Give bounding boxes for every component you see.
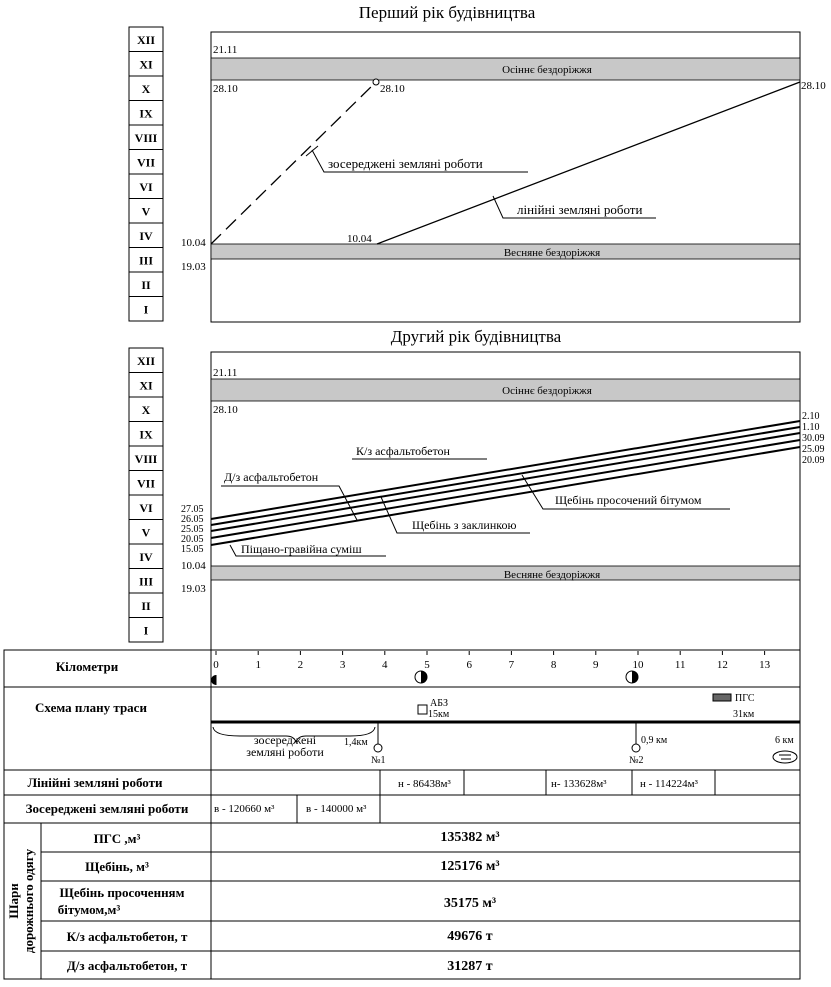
year2-end-date-3: 30.09 <box>802 433 825 444</box>
year2-date-autumn: 28.10 <box>213 404 238 416</box>
year1-date-spring-end: 10.04 <box>181 237 206 249</box>
year2-month-cell <box>129 446 163 471</box>
year2-month-scale <box>129 348 163 642</box>
year1-month-cell <box>129 297 163 322</box>
layer-name-bitumen-gravel-2: бітумом,м³ <box>57 902 121 917</box>
year1-month-label: VII <box>136 155 156 170</box>
year1-title: Перший рік будівництва <box>358 3 536 22</box>
layer-value-ks-asphalt: 49676 т <box>447 929 493 944</box>
year2-autumn-band-label: Осіннє бездоріжжя <box>502 385 592 397</box>
year1-concentrated-label: зосереджені земляні роботи <box>328 156 483 171</box>
year2-month-cell <box>129 544 163 569</box>
km-tick-label: 5 <box>424 659 430 671</box>
year2-date-spring-end: 10.04 <box>181 560 206 572</box>
year1-month-label: IX <box>139 106 153 121</box>
year2-month-label: VII <box>136 476 156 491</box>
year2-month-label: X <box>141 402 151 417</box>
km-tick-label: 10 <box>632 659 644 671</box>
layer-value-gravel: 125176 м³ <box>440 859 500 874</box>
pgs-distance: 31км <box>733 709 755 720</box>
km-tick-label: 13 <box>759 659 771 671</box>
year1-month-label: I <box>143 302 149 317</box>
year2-month-label: I <box>143 623 149 638</box>
km-tick-label: 9 <box>593 659 599 671</box>
layer-value-pgs: 135382 м³ <box>440 830 500 845</box>
pipe1-label: №1 <box>371 755 386 766</box>
year2-month-label: V <box>141 525 151 540</box>
year1-linear-end-date: 28.10 <box>801 80 826 92</box>
km-tick-label: 2 <box>297 659 304 671</box>
km-marker-5 <box>415 671 427 683</box>
year2-end-date-4: 25.09 <box>802 444 825 455</box>
route-row-label: Схема плану траси <box>35 700 147 715</box>
pipe2-label: №2 <box>629 755 644 766</box>
year1-linear-start-date: 10.04 <box>347 233 372 245</box>
year2-month-label: IX <box>139 427 153 442</box>
year1-month-cell <box>129 101 163 126</box>
year2-month-cell <box>129 422 163 447</box>
pipe2-icon <box>632 744 640 752</box>
year1-concentrated-end-date: 28.10 <box>380 83 405 95</box>
year1-concentrated-end-marker <box>373 79 379 85</box>
year1-date-top: 21.11 <box>213 44 238 56</box>
year1-month-cell <box>129 52 163 77</box>
year2-date-spring-start: 19.03 <box>181 583 206 595</box>
km-marker-10 <box>626 671 638 683</box>
layer-value-bitumen-gravel: 35175 м³ <box>443 896 497 911</box>
year1-date-autumn: 28.10 <box>213 83 238 95</box>
year2-month-cell <box>129 397 163 422</box>
km-tick-label: 4 <box>382 659 388 671</box>
year1-month-cell <box>129 76 163 101</box>
year1-month-scale <box>129 27 163 321</box>
concentrated-note-2: земляні роботи <box>246 745 324 759</box>
year1-month-cell <box>129 27 163 52</box>
year2-month-cell <box>129 520 163 545</box>
layer-name-ds-asphalt: Д/з асфальтобетон, т <box>66 958 188 973</box>
year1-month-label: XI <box>139 57 153 72</box>
km-tick-label: 12 <box>716 659 728 671</box>
year1-month-label: XII <box>136 32 156 47</box>
km-tick-label: 3 <box>339 659 346 671</box>
bitumen-gravel-label: Щебінь просочений бітумом <box>555 493 702 507</box>
year1-linear-label: лінійні земляні роботи <box>517 202 643 217</box>
abz-distance: 15км <box>428 709 450 720</box>
year2-month-label: VIII <box>134 451 158 466</box>
year2-end-date-5: 20.09 <box>802 455 825 466</box>
sand-gravel-label: Піщано-гравійна суміш <box>241 542 362 556</box>
km-tick-label: 11 <box>674 659 686 671</box>
year2-title: Другий рік будівництва <box>390 327 562 346</box>
km-scale <box>213 651 770 671</box>
layers-group-label: Шаридорожнього одягу <box>6 848 36 954</box>
linear-cell-1: н - 86438м³ <box>398 778 451 790</box>
year1-month-label: VIII <box>134 130 158 145</box>
year1-month-label: V <box>141 204 151 219</box>
end-distance: 6 км <box>775 735 794 746</box>
year2-month-cell <box>129 593 163 618</box>
km-tick-label: 6 <box>466 659 472 671</box>
year2-month-label: XI <box>139 378 153 393</box>
concentrated-cell-1: в - 120660 м³ <box>214 803 275 815</box>
km-marker-0 <box>211 675 216 685</box>
year2-month-label: IV <box>139 549 153 564</box>
layer-name-bitumen-gravel-1: Щебінь просоченням <box>59 885 185 900</box>
ds-asphalt-label: Д/з асфальтобетон <box>224 470 319 484</box>
km-row-label: Кілометри <box>55 659 119 674</box>
pgs-icon <box>713 694 731 701</box>
linear-works-label: Лінійні земляні роботи <box>27 775 163 790</box>
year2-start-date-4: 20.05 <box>181 534 204 545</box>
km-tick-label: 8 <box>550 659 557 671</box>
layer-name-ks-asphalt: К/з асфальтобетон, т <box>66 929 188 944</box>
year1-spring-band-label: Весняне бездоріжжя <box>503 247 601 259</box>
km-tick-label: 1 <box>255 659 261 671</box>
year2-date-top: 21.11 <box>213 367 238 379</box>
year2-month-cell <box>129 495 163 520</box>
abz-icon <box>418 705 427 714</box>
km-tick-label: 7 <box>508 659 515 671</box>
year2-month-cell <box>129 471 163 496</box>
ks-asphalt-label: К/з асфальтобетон <box>356 444 450 458</box>
year1-month-label: VI <box>139 179 153 194</box>
abz-label: АБЗ <box>430 698 448 709</box>
year1-autumn-band-label: Осіннє бездоріжжя <box>502 64 592 76</box>
year1-month-cell <box>129 248 163 273</box>
year1-date-spring-start: 19.03 <box>181 261 206 273</box>
pipe2-distance: 0,9 км <box>641 735 668 746</box>
pgs-label: ПГС <box>735 693 755 704</box>
linear-cell-3: н - 114224м³ <box>640 778 698 790</box>
concentrated-cell-2: в - 140000 м³ <box>306 803 367 815</box>
layer-value-ds-asphalt: 31287 т <box>447 959 493 974</box>
wedged-gravel-label: Щебінь з заклинкою <box>412 518 517 532</box>
year2-month-label: III <box>138 574 154 589</box>
year1-concentrated-tick <box>306 146 318 156</box>
year1-month-cell <box>129 150 163 175</box>
linear-cell-2: н- 133628м³ <box>551 778 607 790</box>
year2-end-date-2: 1.10 <box>802 422 820 433</box>
year1-month-cell <box>129 199 163 224</box>
year2-spring-band-label: Весняне бездоріжжя <box>503 569 601 581</box>
year2-month-label: VI <box>139 500 153 515</box>
year1-month-label: IV <box>139 228 153 243</box>
concentrated-note-1: зосереджені <box>253 733 317 747</box>
year1-month-label: III <box>138 253 154 268</box>
year1-month-cell <box>129 174 163 199</box>
year2-month-cell <box>129 569 163 594</box>
km-tick-label: 0 <box>213 659 219 671</box>
year2-start-date-1: 27.05 <box>181 504 204 515</box>
year2-month-cell <box>129 348 163 373</box>
concentrated-works-label: Зосереджені земляні роботи <box>25 801 189 816</box>
year1-month-cell <box>129 125 163 150</box>
year2-month-label: II <box>141 598 151 613</box>
pipe1-distance: 1,4км <box>344 737 368 748</box>
year1-month-cell <box>129 223 163 248</box>
year2-month-cell <box>129 618 163 643</box>
year2-start-date-2: 26.05 <box>181 514 204 525</box>
layer-name-gravel: Щебінь, м³ <box>85 859 149 874</box>
year1-month-label: X <box>141 81 151 96</box>
layer-name-pgs: ПГС ,м³ <box>93 831 141 846</box>
road-end-icon <box>773 751 797 763</box>
year2-end-date-1: 2.10 <box>802 411 820 422</box>
year2-start-date-3: 25.05 <box>181 524 204 535</box>
year1-month-cell <box>129 272 163 297</box>
year1-month-label: II <box>141 277 151 292</box>
pipe1-icon <box>374 744 382 752</box>
year2-month-label: XII <box>136 353 156 368</box>
year2-month-cell <box>129 373 163 398</box>
year2-start-date-5: 15.05 <box>181 544 204 555</box>
